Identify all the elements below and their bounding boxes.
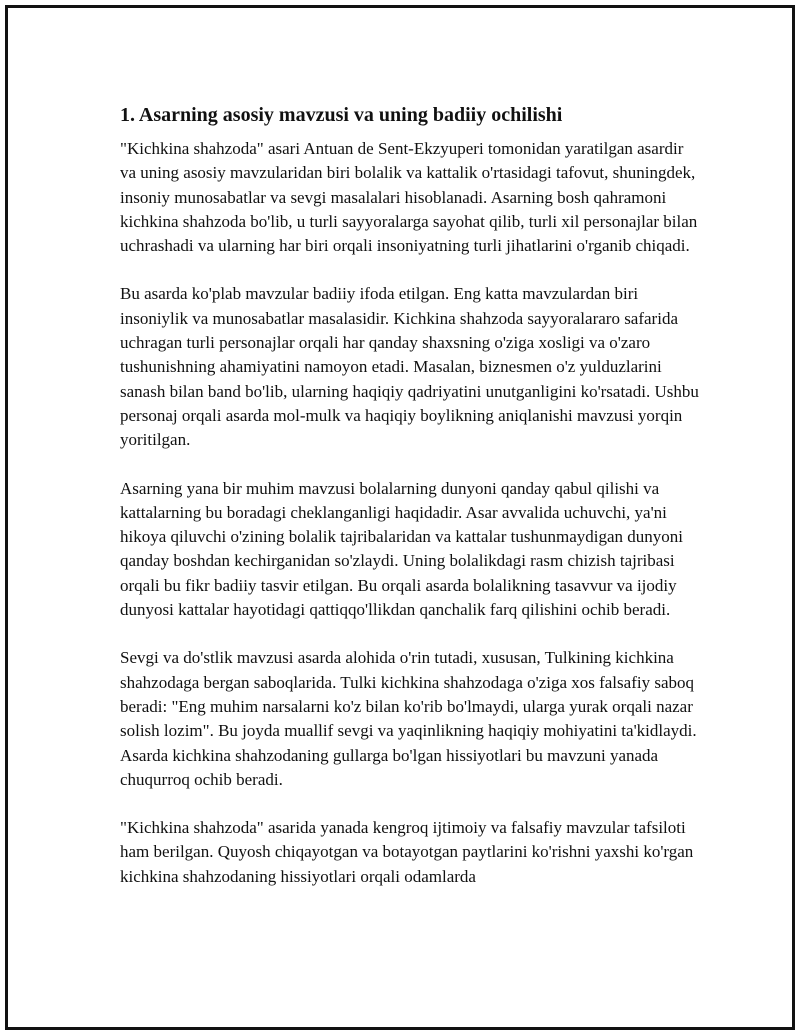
paragraph-5: "Kichkina shahzoda" asarida yanada kengroq ijtimoiy va falsafiy mavzular tafsiloti ham berilgan. Quyosh chiqayotgan va botayotgan paytlarini ko'rishni yaxshi ko'rgan kichkina shahzodaning hissiyotlari orqali odamlarda [120,818,694,886]
paragraph-4: Sevgi va do'stlik mavzusi asarda alohida o'rin tutadi, xususan, Tulkining kichkina shahzodaga bergan saboqlarida. Tulki kichkina shahzodaga o'ziga xos falsafiy saboq beradi: "Eng muhim narsalarni ko'z bilan ko'rib bo'lmaydi, ularga yurak orqali nazar solish lozim". Bu joyda muallif sevgi va yaqinlikning haqiqiy mohiyatini ta'kidlaydi. Asarda kichkina shahzodaning gullarga bo'lgan hissiyotlari bu mavzuni yanada chuqurroq ochib beradi. [120,648,697,789]
section-heading: 1. Asarning asosiy mavzusi va uning badiiy ochilishi [120,104,563,126]
document-body [120,102,700,913]
page-frame [5,5,795,1030]
paragraph-3: Asarning yana bir muhim mavzusi bolalarning dunyoni qanday qabul qilishi va kattalarning bu boradagi cheklanganligi haqidadir. Asar avvalida uchuvchi, ya'ni hikoya qiluvchi o'zining bolalik tajribalaridan va kattalar tushunmaydigan dunyoni qanday boshdan kechirganidan so'zlaydi. Uning bolalikdagi rasm chizish tajribasi orqali bu fikr badiiy tasvir etilgan. Bu orqali asarda bolalikning tasavvur va ijodiy dunyosi kattalar hayotidagi qattiqqo'llikdan qanchalik farq qilishini ochib beradi. [120,478,683,620]
paragraph-2: Bu asarda ko'plab mavzular badiiy ifoda etilgan. Eng katta mavzulardan biri insoniylik va munosabatlar masalasidir. Kichkina shahzoda sayyoralararo safarida uchragan turli personajlar orqali har qanday shaxsning o'ziga xosligi va o'zaro tushunishning ahamiyatini namoyon etadi. Masalan, biznesmen o'z yulduzlarini sanash bilan band bo'lib, ularning haqiqiy qadriyatini unutganligini ko'rsatadi. Ushbu personaj orqali asarda mol-mulk va haqiqiy boylikning aniqlanishi mavzusi yorqin yoritilgan. [120,284,699,450]
paragraph-1: "Kichkina shahzoda" asari Antuan de Sent-Ekzyuperi tomonidan yaratilgan asardir va uning asosiy mavzularidan biri bolalik va kattalik o'rtasidagi tafovut, shuningdek, insoniy munosabatlar va sevgi masalalari hisoblanadi. Asarning bosh qahramoni kichkina shahzoda bo'lib, u turli sayyoralarga sayohat qilib, turli xil personajlar bilan uchrashadi va ularning har biri orqali insoniyatning turli jihatlarini o'rganib chiqadi. [120,139,698,256]
